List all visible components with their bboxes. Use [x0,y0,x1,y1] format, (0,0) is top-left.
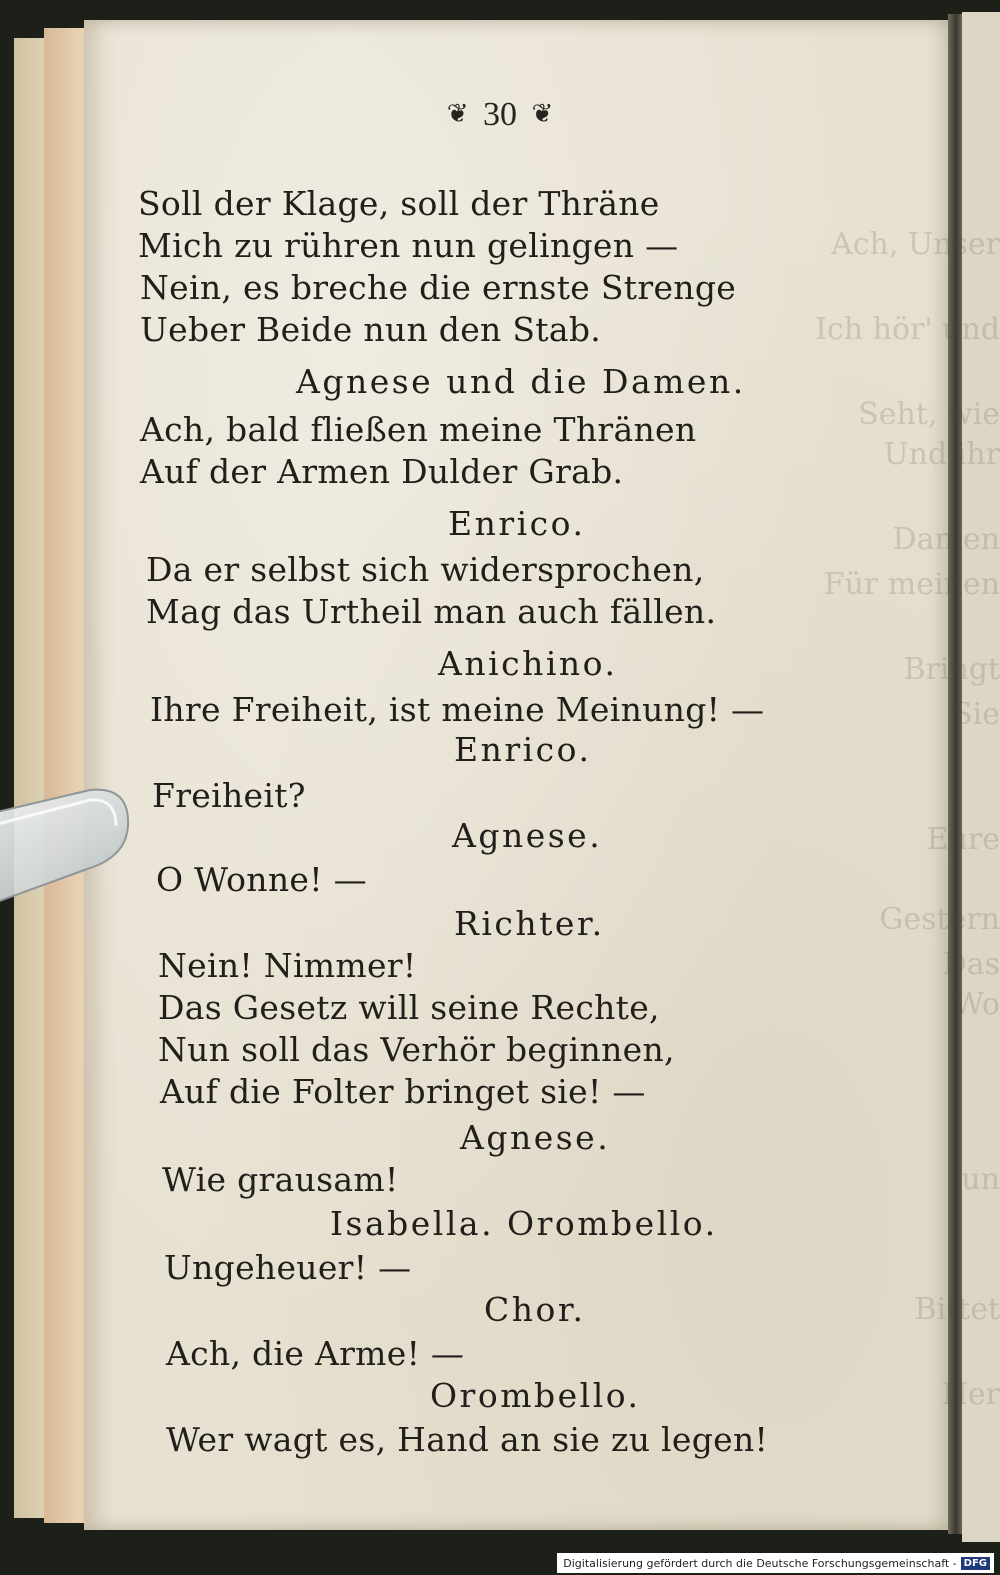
speaker-name: Agnese. [460,1118,611,1157]
verse-line: Soll der Klage, soll der Thräne [138,184,660,223]
speaker-name: Anichino. [438,644,618,683]
verse-line: Da er selbst sich widersprochen, [146,550,705,589]
speaker-name: Orombello. [430,1376,641,1415]
verse-line: Ach, die Arme! — [166,1334,465,1373]
verse-line: Auf die Folter bringet sie! — [160,1072,646,1111]
verse-line: Nein, es breche die ernste Strenge [140,268,737,307]
speaker-name: Agnese und die Damen. [296,362,746,401]
facing-page-fragment: Sie [952,697,1000,732]
verse-line: Ueber Beide nun den Stab. [140,310,602,349]
attribution-text: Digitalisierung gefördert durch die Deutsche Forschungsgemeinschaft - [563,1556,957,1570]
facing-page-fragment: Bittet [914,1292,1000,1327]
facing-page-fragment: Damen [892,522,1000,557]
speaker-name: Chor. [484,1290,586,1329]
facing-page-fragment: Wo [953,987,1000,1022]
facing-page-fragment: Das [942,947,1000,982]
facing-page-fragment: Her [941,1377,1000,1412]
dfg-logo-icon: DFG [961,1557,990,1570]
speaker-name: Isabella. Orombello. [330,1204,718,1243]
facing-page-fragment: Gestern [879,902,1000,937]
verse-line: Auf der Armen Dulder Grab. [140,452,624,491]
verse-line: Wie grausam! [162,1160,399,1199]
facing-page-fragment: Und ihr [883,437,1000,472]
verse-line: Freiheit? [152,776,306,815]
verse-line: Mag das Urtheil man auch fällen. [146,592,717,631]
facing-page-fragment: Seht, wie [858,397,1000,432]
verse-line: Ach, bald fließen meine Thränen [140,410,697,449]
facing-page-fragment: Ich hör' und [815,312,1000,347]
speaker-name: Enrico. [448,504,586,543]
ornament-left-icon: ❦ [446,99,469,128]
attribution-footer [557,1553,994,1573]
facing-page-fragment: Für meinen [823,567,1000,602]
verse-line: Wer wagt es, Hand an sie zu legen! [166,1420,769,1459]
facing-page-fragment: Ach, Unser [831,227,1000,262]
verse-line: Das Gesetz will seine Rechte, [158,988,660,1027]
verse-line: Nun soll das Verhör beginnen, [158,1030,675,1069]
speaker-name: Agnese. [452,816,603,855]
facing-page-fragment: Eure [926,822,1000,857]
page-number: 30 [483,96,517,133]
speaker-name: Richter. [454,904,605,943]
ornament-right-icon: ❦ [531,99,554,128]
verse-line: Ungeheuer! — [164,1248,412,1287]
facing-page-fragment: un [961,1162,1000,1197]
verse-line: O Wonne! — [156,860,367,899]
verse-line: Mich zu rühren nun gelingen — [138,226,679,265]
verse-line: Ihre Freiheit, ist meine Meinung! — [150,690,765,729]
facing-page-fragment: Bringt [903,652,1000,687]
verse-line: Nein! Nimmer! [158,946,417,985]
speaker-name: Enrico. [454,730,592,769]
